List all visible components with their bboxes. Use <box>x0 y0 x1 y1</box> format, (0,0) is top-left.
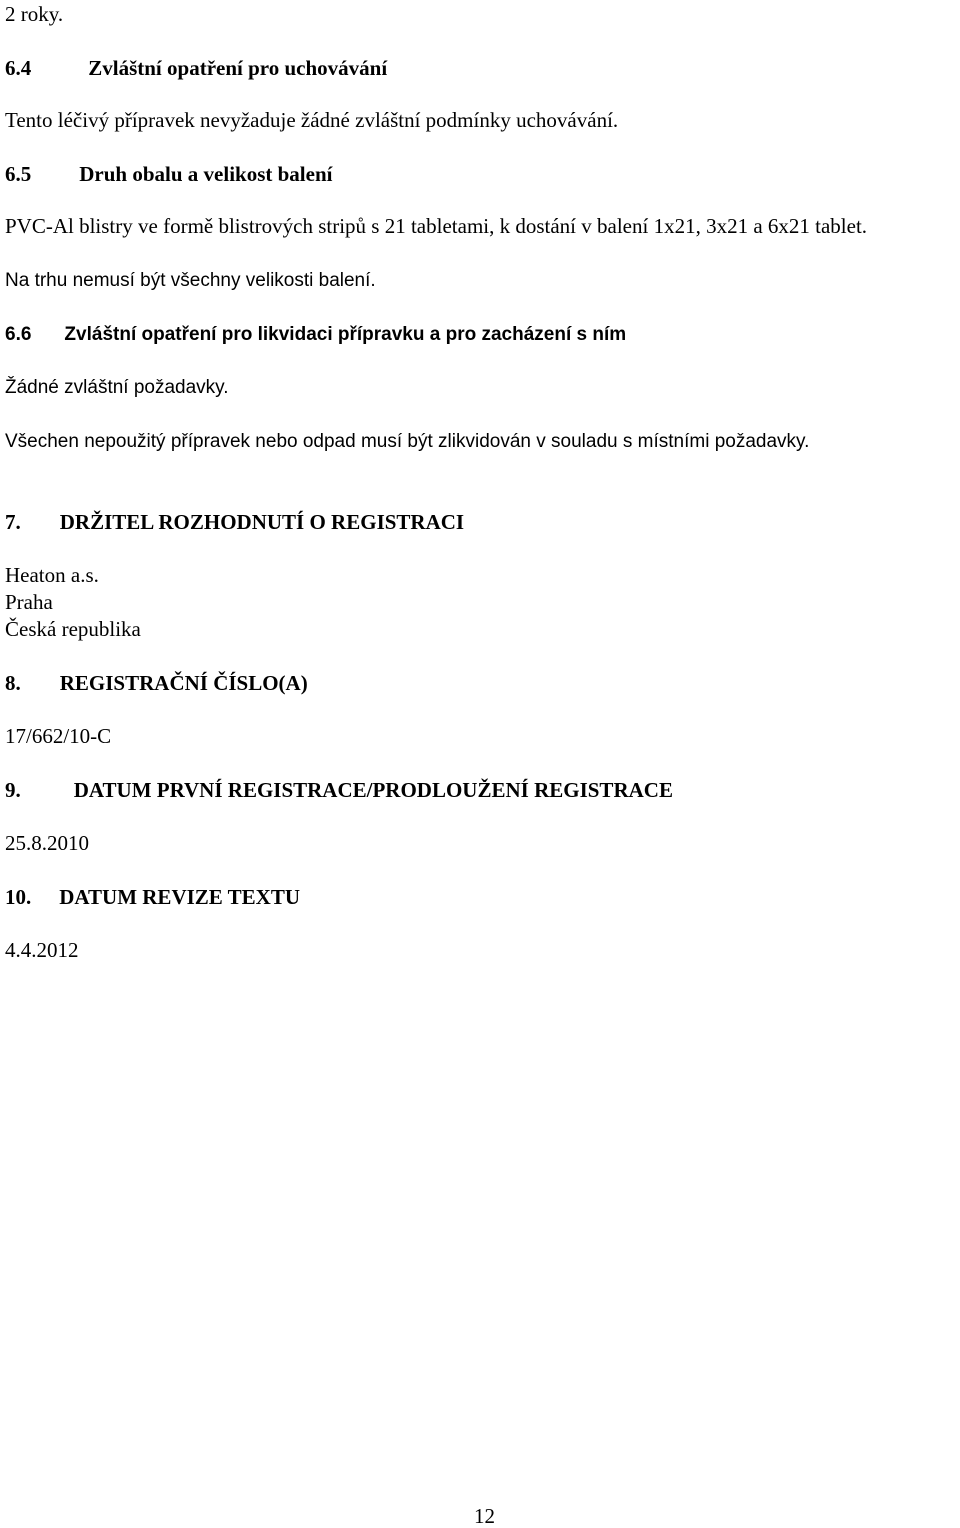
section-7-heading <box>5 512 464 533</box>
section-6-5-note: Na trhu nemusí být všechny velikosti balení. <box>5 270 376 291</box>
section-title: DATUM PRVNÍ REGISTRACE/PRODLOUŽENÍ REGISTRACE <box>73 778 673 802</box>
section-6-5-text: PVC-Al blistry ve formě blistrových stripů s 21 tabletami, k dostání v balení 1x21, 3x21 a 6x21 tablet. <box>5 214 868 238</box>
section-6-4-heading <box>5 58 387 79</box>
section-10-heading <box>5 887 300 908</box>
section-number: 10. <box>5 885 32 909</box>
page-number: 12 <box>474 1504 495 1528</box>
section-6-5-heading <box>5 164 332 185</box>
section-title: Zvláštní opatření pro likvidaci přípravku a pro zacházení s ním <box>64 324 627 345</box>
section-title: Zvláštní opatření pro uchovávání <box>88 56 388 80</box>
section-title: DATUM REVIZE TEXTU <box>59 885 301 909</box>
section-6-4-text: Tento léčivý přípravek nevyžaduje žádné zvláštní podmínky uchovávání. <box>5 108 619 132</box>
section-number: 9. <box>5 778 21 802</box>
section-6-6-text-1: Žádné zvláštní požadavky. <box>5 377 229 398</box>
section-9-heading <box>5 780 673 801</box>
revision-date: 4.4.2012 <box>5 938 79 962</box>
section-8-heading <box>5 673 308 694</box>
holder-city: Praha <box>5 590 53 614</box>
section-6-6-text-2: Všechen nepoužitý přípravek nebo odpad musí být zlikvidován v souladu s místními požadavky. <box>5 431 810 452</box>
top-fragment: 2 roky. <box>5 2 64 26</box>
registration-number: 17/662/10-C <box>5 724 112 748</box>
section-number: 8. <box>5 671 21 695</box>
holder-country: Česká republika <box>5 617 141 641</box>
section-title: REGISTRAČNÍ ČÍSLO(A) <box>59 671 308 695</box>
section-title: DRŽITEL ROZHODNUTÍ O REGISTRACI <box>59 510 465 534</box>
section-title: Druh obalu a velikost balení <box>79 162 333 186</box>
holder-name: Heaton a.s. <box>5 563 99 587</box>
first-registration-date: 25.8.2010 <box>5 831 89 855</box>
section-6-6-heading <box>5 325 626 344</box>
section-number: 6.5 <box>5 162 32 186</box>
section-number: 7. <box>5 510 21 534</box>
section-number: 6.4 <box>5 56 32 80</box>
section-number: 6.6 <box>5 324 32 345</box>
